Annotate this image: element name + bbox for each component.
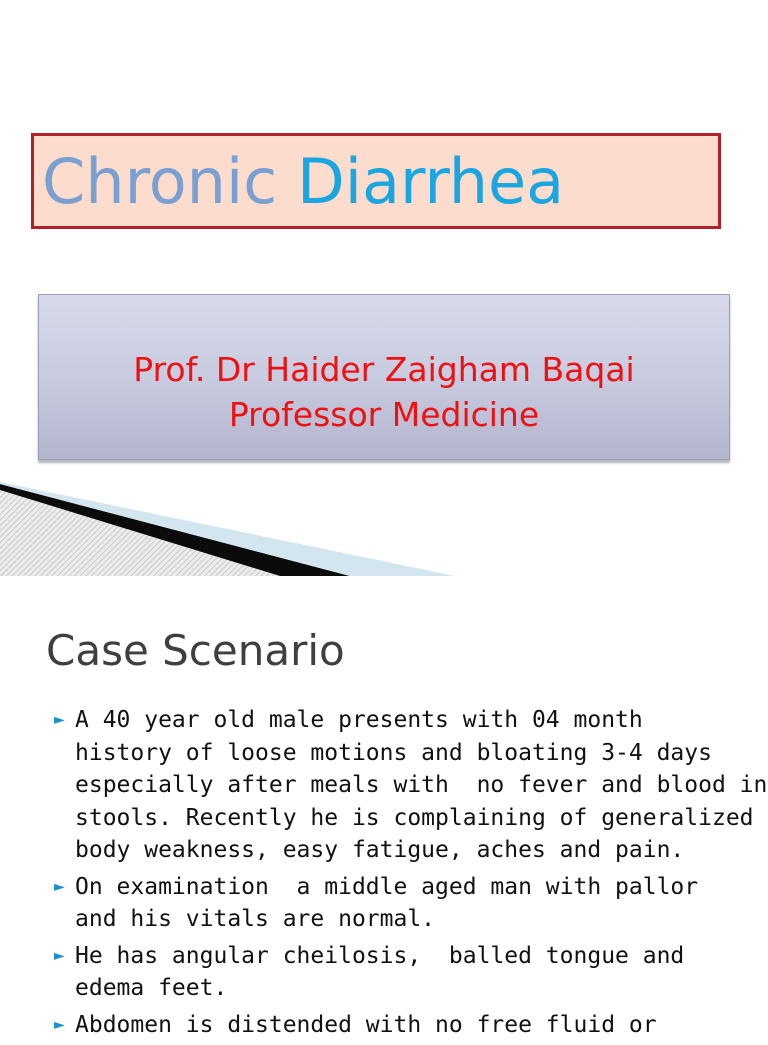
author-designation: Professor Medicine [228, 395, 540, 434]
bullet-line: body weakness, easy fatigue, aches and pain. [75, 837, 685, 863]
triangle-bullet-icon: ► [54, 947, 65, 964]
bullet-text-2 [75, 871, 735, 936]
author-name: Prof. Dr Haider Zaigham Baqai [133, 350, 635, 389]
bullet-line: especially after meals with no fever and blood in [75, 772, 768, 798]
title-word-diarrhea: Diarrhea [296, 145, 565, 218]
bullet-text-4 [75, 1009, 735, 1042]
bullet-line: history of loose motions and bloating 3-4 days [75, 739, 712, 766]
bullet-item-4 [0, 1009, 768, 1042]
bullet-line: A 40 year old male presents with 04 month [75, 707, 643, 733]
decorative-swoosh [0, 480, 768, 576]
triangle-bullet-icon: ► [54, 1016, 65, 1033]
bullet-line: edema feet. [75, 975, 228, 1001]
bullet-item-3 [0, 940, 768, 1005]
bullet-text-1 [75, 704, 768, 867]
bullet-item-2 [0, 871, 768, 936]
bullet-item-1 [0, 704, 768, 867]
bullet-line: He has angular cheilosis, balled tongue and [75, 942, 685, 969]
bullet-line: Abdomen is distended with no free fluid or [75, 1011, 657, 1038]
bullet-list [0, 704, 768, 1045]
title-box [31, 133, 721, 229]
bullet-text-3 [75, 940, 735, 1005]
slide-title [42, 146, 564, 218]
title-word-chronic: Chronic [42, 145, 278, 218]
bullet-line: stools. Recently he is complaining of generalized [75, 804, 754, 831]
triangle-bullet-icon: ► [54, 712, 65, 728]
case-scenario-slide [0, 576, 768, 1038]
triangle-bullet-icon: ► [54, 878, 65, 895]
case-scenario-heading: Case Scenario [46, 626, 345, 675]
bullet-line: and his vitals are normal. [75, 906, 436, 932]
bullet-line: On examination a middle aged man with pallor [75, 873, 699, 900]
author-box [38, 294, 730, 460]
